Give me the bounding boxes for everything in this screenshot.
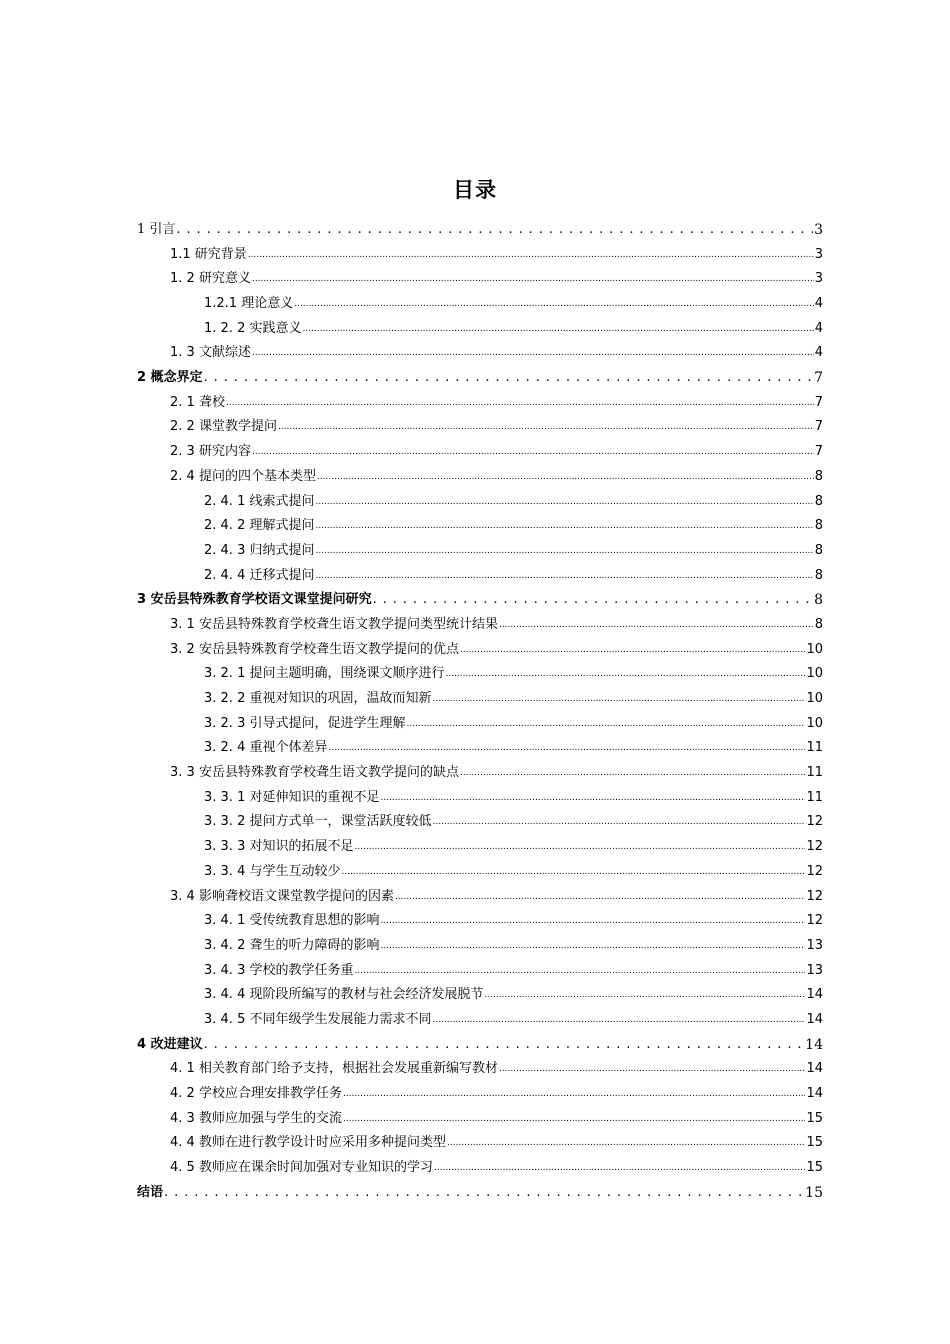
toc-page-number: 7 [814,394,823,410]
toc-entry[interactable] [137,786,823,811]
toc-entry[interactable] [137,1107,823,1132]
dot-leader [317,465,814,490]
toc-entry-label: 3 安岳县特殊教育学校语文课堂提问研究 [137,592,372,608]
toc-entry-label: 2. 2 课堂教学提问 [170,419,277,435]
toc-entry-label: 3. 2 安岳县特殊教育学校聋生语文教学提问的优点 [170,641,459,657]
dot-leader [432,687,805,712]
toc-page-number: 14 [806,1086,823,1102]
dot-leader [294,292,814,317]
dot-leader [164,1181,804,1206]
toc-entry-label: 3. 2. 2 重视对知识的巩固，温故而知新 [204,691,432,707]
toc-page-number: 14 [805,1036,823,1053]
toc-page-number: 8 [814,592,823,609]
toc-entry[interactable] [137,588,823,613]
toc-entry[interactable] [137,885,823,910]
dot-leader [315,564,813,589]
toc-entry-label: 3. 3. 4 与学生互动较少 [204,863,341,879]
toc-entry[interactable] [137,341,823,366]
toc-entry-label: 4. 1 相关教育部门给予支持，根据社会发展重新编写教材 [170,1061,498,1077]
toc-page-number: 14 [806,987,823,1003]
dot-leader [204,1033,805,1058]
toc-entry[interactable] [137,959,823,984]
toc-page-number: 11 [806,740,823,756]
dot-leader [434,1156,806,1181]
toc-entry[interactable] [137,391,823,416]
toc-page-number: 3 [814,221,823,238]
toc-page-number: 4 [814,345,823,361]
toc-entry[interactable] [137,218,823,243]
toc-entry[interactable] [137,243,823,268]
toc-entry-label: 4 改进建议 [137,1036,203,1052]
toc-page-number: 8 [814,542,823,558]
toc-entry[interactable] [137,1181,823,1206]
toc-entry-label: 3. 2. 3 引导式提问，促进学生理解 [204,715,406,731]
toc-entry[interactable] [137,1008,823,1033]
dot-leader [328,736,805,761]
dot-leader [395,885,806,910]
table-of-contents [137,218,823,1206]
toc-entry-label: 3. 4 影响聋校语文课堂教学提问的因素 [170,888,394,904]
toc-page-number: 3 [814,246,823,262]
toc-entry-label: 3. 3. 2 提问方式单一，课堂活跃度较低 [204,814,432,830]
dot-leader [341,860,805,885]
toc-page-number: 11 [806,789,823,805]
dot-leader [343,1082,806,1107]
dot-leader [354,959,805,984]
toc-entry-label: 4. 5 教师应在课余时间加强对专业知识的学习 [170,1160,433,1176]
dot-leader [226,391,814,416]
toc-page-number: 15 [806,1110,823,1126]
toc-entry-label: 3. 2. 4 重视个体差异 [204,740,328,756]
toc-entry[interactable] [137,1057,823,1082]
toc-entry[interactable] [137,1131,823,1156]
dot-leader [252,440,814,465]
toc-entry-label: 4. 2 学校应合理安排教学任务 [170,1086,342,1102]
toc-page-number: 12 [806,814,823,830]
toc-page-number: 8 [814,468,823,484]
toc-entry-label: 3. 4. 2 聋生的听力障碍的影响 [204,937,380,953]
toc-page-number: 3 [814,271,823,287]
toc-page-number: 13 [806,937,823,953]
toc-entry-label: 1. 3 文献综述 [170,345,251,361]
toc-entry-label: 1.1 研究背景 [170,246,247,262]
toc-entry-label: 结语 [137,1184,164,1200]
dot-leader [252,341,814,366]
dot-leader [499,613,814,638]
dot-leader [204,366,814,391]
dot-leader [343,1107,806,1132]
toc-entry[interactable] [137,983,823,1008]
toc-entry[interactable] [137,539,823,564]
toc-title: 目录 [453,178,497,202]
toc-page-number: 15 [806,1135,823,1151]
toc-entry[interactable] [137,1082,823,1107]
dot-leader [380,786,805,811]
toc-entry[interactable] [137,736,823,761]
dot-leader [315,514,813,539]
toc-entry[interactable] [137,465,823,490]
toc-entry[interactable] [137,440,823,465]
dot-leader [315,490,813,515]
toc-page-number: 12 [806,913,823,929]
dot-leader [447,1131,806,1156]
toc-entry-label: 1. 2. 2 实践意义 [204,320,302,336]
toc-entry[interactable] [137,662,823,687]
dot-leader [445,662,805,687]
toc-page-number: 4 [814,296,823,312]
toc-page-number: 12 [806,888,823,904]
toc-entry[interactable] [137,564,823,589]
toc-entry-label: 2. 4. 3 归纳式提问 [204,542,315,558]
toc-page-number: 7 [814,370,823,387]
dot-leader [315,539,813,564]
toc-entry[interactable] [137,490,823,515]
dot-leader [380,909,805,934]
toc-page-number: 14 [806,1061,823,1077]
toc-page-number: 10 [806,666,823,682]
toc-entry-label: 1.2.1 理论意义 [204,296,294,312]
toc-entry[interactable] [137,292,823,317]
toc-page-number: 10 [806,715,823,731]
toc-entry[interactable] [137,514,823,539]
toc-entry-label: 3. 3 安岳县特殊教育学校聋生语文教学提问的缺点 [170,765,459,781]
toc-entry-label: 3. 3. 1 对延伸知识的重视不足 [204,789,380,805]
toc-entry[interactable] [137,1156,823,1181]
toc-entry[interactable] [137,1033,823,1058]
toc-page-number: 4 [814,320,823,336]
toc-entry-label: 2 概念界定 [137,370,203,386]
dot-leader [248,243,814,268]
toc-entry[interactable] [137,366,823,391]
toc-page-number: 11 [806,765,823,781]
toc-entry[interactable] [137,860,823,885]
toc-entry-label: 3. 4. 5 不同年级学生发展能力需求不同 [204,1011,432,1027]
toc-entry-label: 1. 2 研究意义 [170,271,251,287]
toc-page-number: 10 [806,641,823,657]
toc-entry[interactable] [137,712,823,737]
dot-leader [406,712,805,737]
toc-page-number: 13 [806,962,823,978]
toc-entry-label: 2. 1 聋校 [170,394,225,410]
toc-entry[interactable] [137,267,823,292]
toc-entry-label: 4. 3 教师应加强与学生的交流 [170,1110,342,1126]
dot-leader [460,638,806,663]
dot-leader [354,835,805,860]
toc-entry-label: 2. 4. 1 线索式提问 [204,493,315,509]
dot-leader [432,1008,805,1033]
toc-page-number: 12 [806,839,823,855]
dot-leader [484,983,805,1008]
toc-page-number: 15 [806,1160,823,1176]
toc-entry-label: 3. 4. 3 学校的教学任务重 [204,962,354,978]
toc-page-number: 8 [814,567,823,583]
toc-page-number: 12 [806,863,823,879]
toc-entry-label: 3. 2. 1 提问主题明确，围绕课文顺序进行 [204,666,445,682]
dot-leader [380,934,805,959]
toc-page-number: 7 [814,444,823,460]
toc-entry[interactable] [137,909,823,934]
dot-leader [373,588,814,613]
toc-entry[interactable] [137,687,823,712]
toc-page-number: 7 [814,419,823,435]
toc-entry-label: 2. 4. 2 理解式提问 [204,518,315,534]
dot-leader [176,218,813,243]
toc-entry-label: 1 引言 [137,221,176,237]
toc-entry-label: 3. 4. 1 受传统教育思想的影响 [204,913,380,929]
toc-entry-label: 3. 3. 3 对知识的拓展不足 [204,839,354,855]
toc-entry-label: 2. 4. 4 迁移式提问 [204,567,315,583]
toc-entry[interactable] [137,934,823,959]
dot-leader [432,811,805,836]
toc-entry-label: 3. 1 安岳县特殊教育学校聋生语文教学提问类型统计结果 [170,616,498,632]
toc-entry[interactable] [137,835,823,860]
toc-page-number: 10 [806,691,823,707]
toc-page-number: 14 [806,1011,823,1027]
toc-entry[interactable] [137,416,823,441]
toc-entry[interactable] [137,613,823,638]
dot-leader [278,416,814,441]
toc-page-number: 15 [805,1184,823,1201]
toc-entry-label: 3. 4. 4 现阶段所编写的教材与社会经济发展脱节 [204,987,484,1003]
toc-entry-label: 4. 4 教师在进行教学设计时应采用多种提问类型 [170,1135,446,1151]
toc-entry[interactable] [137,317,823,342]
toc-entry[interactable] [137,638,823,663]
dot-leader [252,267,814,292]
toc-page-number: 8 [814,493,823,509]
toc-page-number: 8 [814,518,823,534]
dot-leader [302,317,813,342]
dot-leader [499,1057,806,1082]
toc-entry-label: 2. 3 研究内容 [170,444,251,460]
toc-page-number: 8 [814,616,823,632]
dot-leader [460,761,806,786]
toc-entry-label: 2. 4 提问的四个基本类型 [170,468,316,484]
toc-entry[interactable] [137,811,823,836]
toc-entry[interactable] [137,761,823,786]
